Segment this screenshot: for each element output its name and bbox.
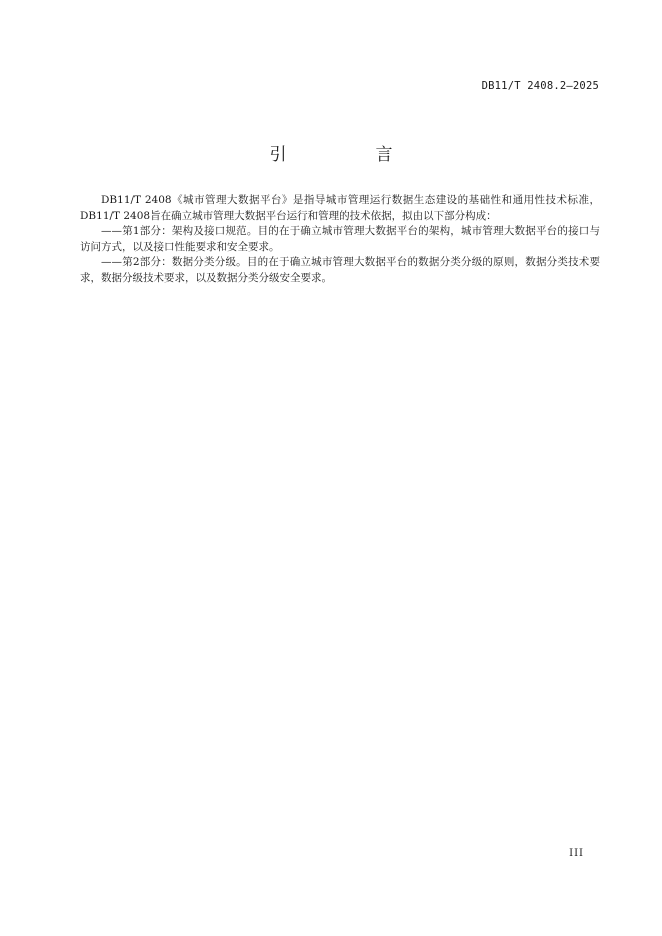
intro-paragraph: DB11/T 2408《城市管理大数据平台》是指导城市管理运行数据生态建设的基础性和通用性技术标准，DB11/T 2408旨在确立城市管理大数据平台运行和管理的技术依据，拟由以下部分构成： [80,194,600,222]
part-1-paragraph: ——第1部分：架构及接口规范。目的在于确立城市管理大数据平台的架构，城市管理大数据平台的接口与访问方式，以及接口性能要求和安全要求。 [80,225,600,253]
page-number: III [569,848,584,859]
document-code: DB11/T 2408.2—2025 [481,80,599,92]
section-title: 引 言 [269,145,429,165]
introduction-body [80,193,600,287]
part-2-paragraph: ——第2部分：数据分类分级。目的在于确立城市管理大数据平台的数据分类分级的原则，数据分类技术要求，数据分级技术要求，以及数据分类分级安全要求。 [80,256,600,284]
